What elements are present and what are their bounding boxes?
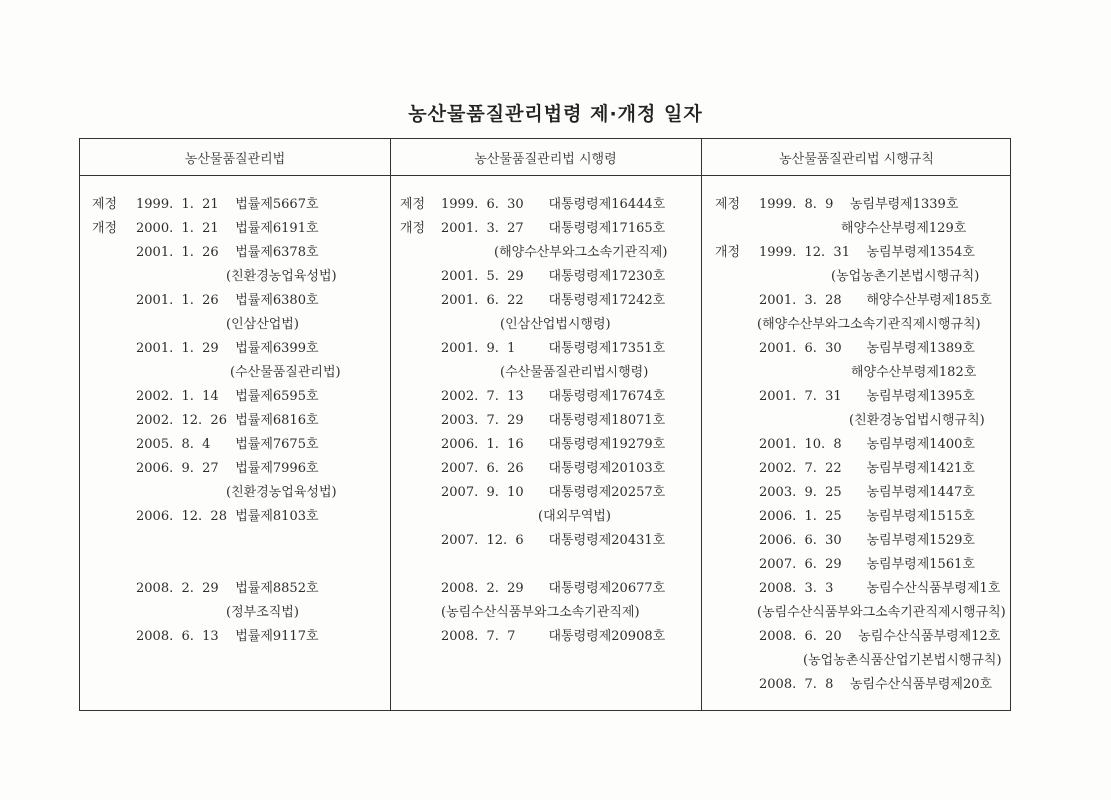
entry-line: 2001. 6. 22 대통령령제17242호 [441, 293, 666, 308]
entry-line: 1999. 6. 30 대통령령제16444호 [441, 197, 666, 212]
entry-line: 2006. 1. 25 농림부령제1515호 [759, 509, 975, 524]
entry-line: 2001. 1. 26 법률제6380호 [136, 293, 319, 308]
entry-line: 2006. 9. 27 법률제7996호 [136, 461, 319, 476]
entry-line: 개정 [92, 221, 118, 236]
entry-line: 2008. 6. 13 법률제9117호 [136, 629, 319, 644]
column-law-entries [80, 139, 390, 710]
entry-line: 2001. 5. 29 대통령령제17230호 [441, 269, 666, 284]
entry-line: 2001. 7. 31 농림부령제1395호 [759, 389, 975, 404]
revision-table [79, 138, 1011, 711]
column-header-decree: 농산물품질관리법 시행령 [474, 152, 617, 167]
page-title: 농산물품질관리법령 제·개정 일자 [408, 103, 703, 125]
entry-line: 2007. 6. 29 농림부령제1561호 [759, 557, 975, 572]
entry-line: (농림수산식품부와그소속기관직제시행규칙) [757, 605, 1006, 620]
entry-line: 2002. 1. 14 법률제6595호 [136, 389, 319, 404]
entry-line: 2008. 6. 20 농림수산식품부령제12호 [759, 629, 1001, 644]
entry-line: 1999. 8. 9 농림부령제1339호 [759, 197, 959, 212]
entry-line: 2001. 3. 28 해양수산부령제185호 [759, 293, 992, 308]
entry-line: 2007. 12. 6 대통령령제20431호 [441, 533, 666, 548]
entry-line: 제정 [92, 197, 118, 212]
entry-line: 2006. 1. 16 대통령령제19279호 [441, 437, 666, 452]
entry-line: 2001. 9. 1 대통령령제17351호 [441, 341, 666, 356]
entry-line: 2003. 9. 25 농림부령제1447호 [759, 485, 975, 500]
entry-line: 2006. 12. 28 법률제8103호 [136, 509, 319, 524]
entry-line: (해양수산부와그소속기관직제) [494, 245, 668, 260]
entry-line: 제정 [400, 197, 426, 212]
entry-line: 제정 [715, 197, 741, 212]
entry-line: (인삼산업법) [226, 317, 299, 332]
entry-line: 2006. 6. 30 농림부령제1529호 [759, 533, 975, 548]
entry-line: 1999. 1. 21 법률제5667호 [136, 197, 319, 212]
column-header-law: 농산물품질관리법 [184, 152, 286, 167]
entry-line: 2001. 1. 26 법률제6378호 [136, 245, 319, 260]
entry-line: 2002. 12. 26 법률제6816호 [136, 413, 319, 428]
entry-line: (해양수산부와그소속기관직제시행규칙) [757, 317, 981, 332]
entry-line: 2007. 9. 10 대통령령제20257호 [441, 485, 666, 500]
entry-line: 2003. 7. 29 대통령령제18071호 [441, 413, 666, 428]
entry-line: 2001. 3. 27 대통령령제17165호 [441, 221, 666, 236]
column-rule-entries [701, 139, 1012, 710]
entry-line: (인삼산업법시행령) [500, 317, 611, 332]
entry-line: 개정 [715, 245, 741, 260]
entry-line: 개정 [400, 221, 426, 236]
entry-line: 해양수산부령제129호 [841, 221, 967, 236]
column-decree-entries [390, 139, 701, 710]
entry-line: (친환경농업육성법) [226, 485, 337, 500]
entry-line: (농업농촌기본법시행규칙) [831, 269, 980, 284]
entry-line: 2000. 1. 21 법률제6191호 [136, 221, 319, 236]
entry-line: (수산물품질관리법시행령) [500, 365, 649, 380]
entry-line: (친환경농업법시행규칙) [849, 413, 985, 428]
entry-line: 2001. 10. 8 농림부령제1400호 [759, 437, 975, 452]
entry-line: 1999. 12. 31 농림부령제1354호 [759, 245, 975, 260]
entry-line: (농업농촌식품산업기본법시행규칙) [803, 653, 1002, 668]
entry-line: 2008. 7. 8 농림수산식품부령제20호 [759, 677, 993, 692]
entry-line: 해양수산부령제182호 [851, 365, 977, 380]
entry-line: (친환경농업육성법) [226, 269, 337, 284]
entry-line: 2008. 2. 29 법률제8852호 [136, 581, 319, 596]
entry-line: 2002. 7. 13 대통령령제17674호 [441, 389, 666, 404]
column-header-rule: 농산물품질관리법 시행규칙 [779, 152, 934, 167]
entry-line: 2002. 7. 22 농림부령제1421호 [759, 461, 975, 476]
entry-line: (수산물품질관리법) [230, 365, 341, 380]
entry-line: (대외무역법) [538, 509, 611, 524]
entry-line: 2008. 3. 3 농림수산식품부령제1호 [759, 581, 1001, 596]
entry-line: 2001. 1. 29 법률제6399호 [136, 341, 319, 356]
entry-line: 2007. 6. 26 대통령령제20103호 [441, 461, 666, 476]
entry-line: (정부조직법) [226, 605, 299, 620]
entry-line: 2008. 7. 7 대통령령제20908호 [441, 629, 666, 644]
entry-line: (농림수산식품부와그소속기관직제) [441, 605, 640, 620]
entry-line: 2001. 6. 30 농림부령제1389호 [759, 341, 975, 356]
entry-line: 2005. 8. 4 법률제7675호 [136, 437, 319, 452]
entry-line: 2008. 2. 29 대통령령제20677호 [441, 581, 666, 596]
